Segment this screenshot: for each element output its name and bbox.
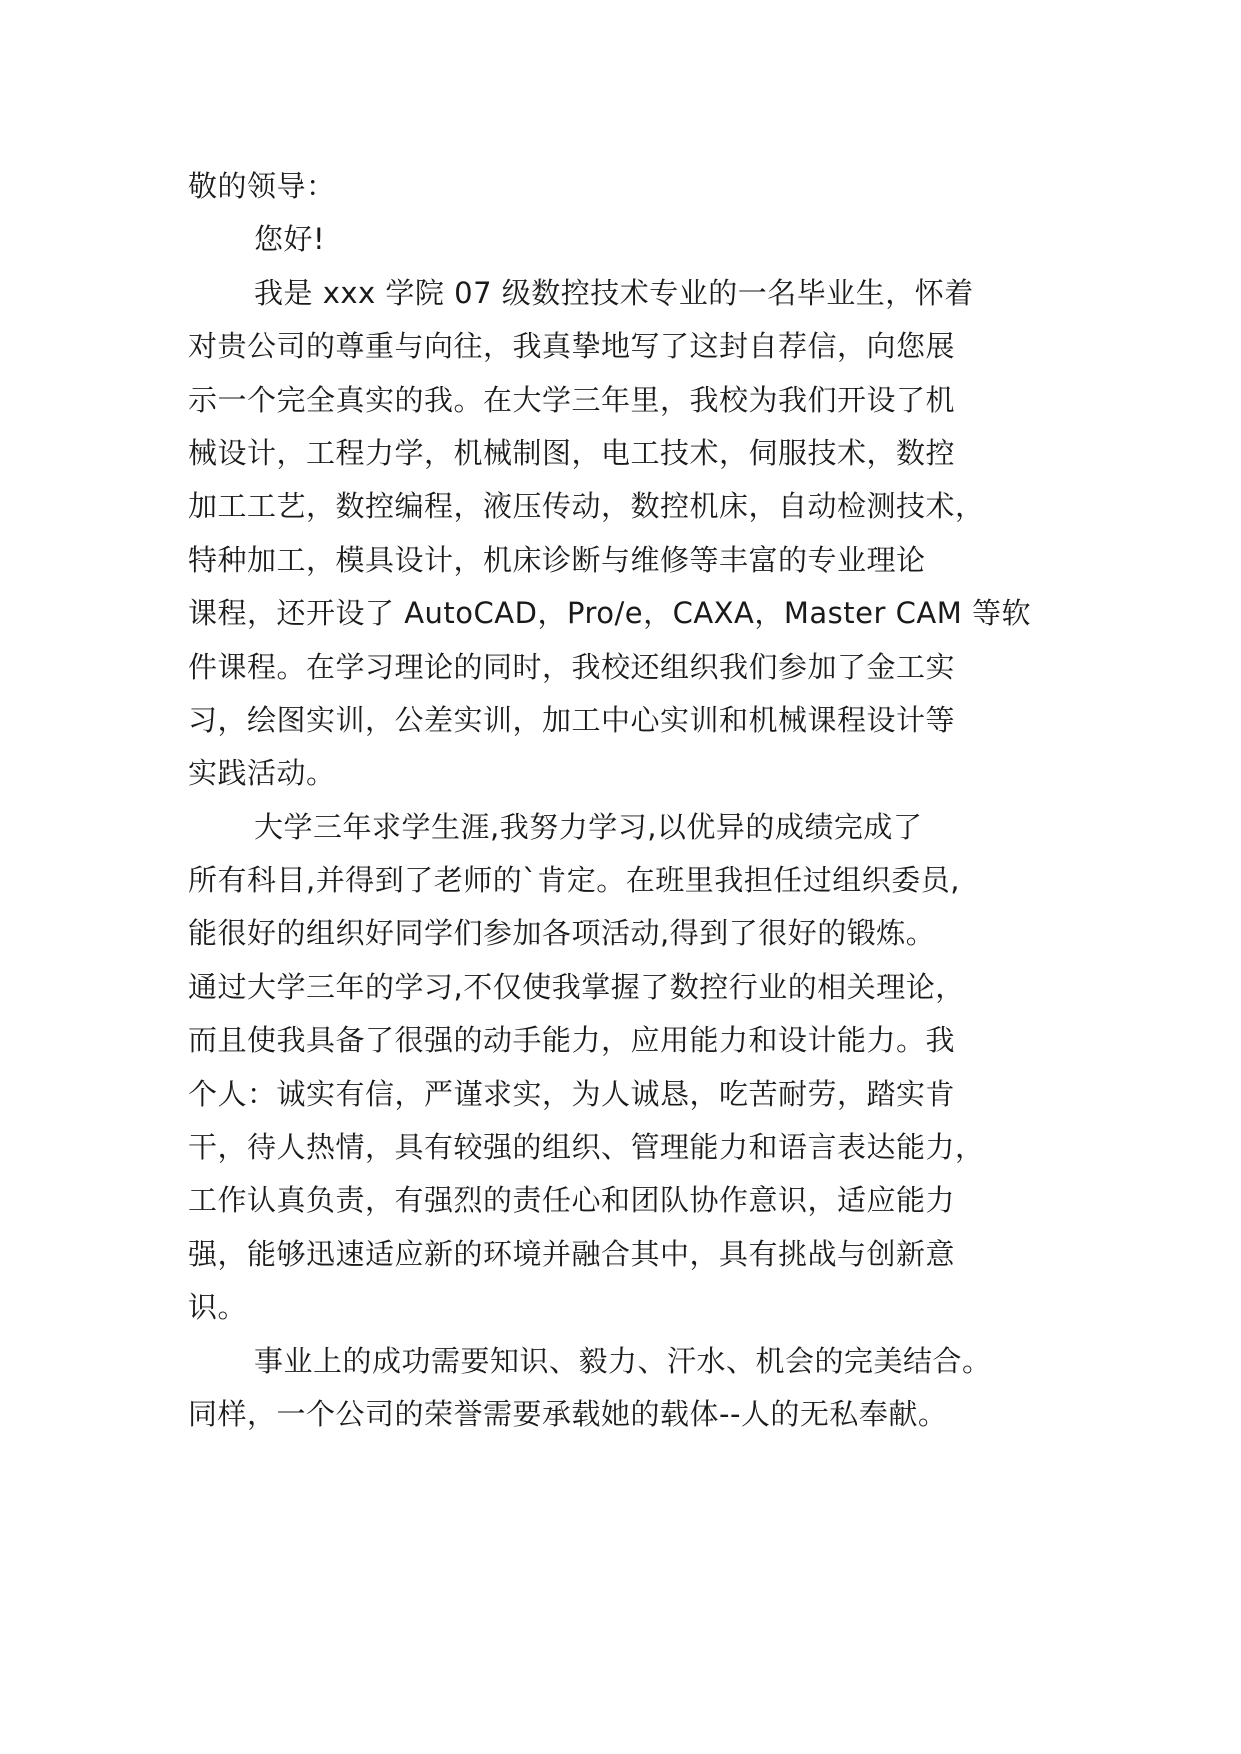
paragraph-3-line-2: 同样，一个公司的荣誉需要承载她的载体--人的无私奉献。 bbox=[188, 1396, 948, 1431]
paragraph-2-line-5: 而且使我具备了很强的动手能力，应用能力和设计能力。我 bbox=[188, 1023, 956, 1058]
paragraph-2-line-3: 能很好的组织好同学们参加各项活动,得到了很好的锻炼。 bbox=[188, 916, 936, 951]
paragraph-1-line-7: 课程，还开设了 AutoCAD，Pro/e，CAXA，Master CAM 等软 bbox=[188, 596, 1031, 631]
paragraph-3-line-1: 事业上的成功需要知识、毅力、汗水、机会的完美结合。 bbox=[254, 1343, 992, 1378]
paragraph-2-line-8: 工作认真负责，有强烈的责任心和团队协作意识，适应能力 bbox=[188, 1183, 956, 1218]
paragraph-1-line-2: 对贵公司的尊重与向往，我真挚地写了这封自荐信，向您展 bbox=[188, 329, 956, 364]
paragraph-1-line-5: 加工工艺，数控编程，液压传动，数控机床，自动检测技术， bbox=[188, 489, 985, 524]
paragraph-2-line-2: 所有科目,并得到了老师的`肯定。在班里我担任过组织委员, bbox=[188, 863, 960, 898]
paragraph-2-line-4: 通过大学三年的学习,不仅使我掌握了数控行业的相关理论， bbox=[188, 969, 965, 1004]
paragraph-2-line-1: 大学三年求学生涯,我努力学习,以优异的成绩完成了 bbox=[254, 809, 923, 844]
paragraph-1-line-3: 示一个完全真实的我。在大学三年里，我校为我们开设了机 bbox=[188, 382, 956, 417]
paragraph-1-line-4: 械设计，工程力学，机械制图，电工技术，伺服技术，数控 bbox=[188, 435, 956, 470]
salutation: 您好! bbox=[254, 222, 326, 257]
paragraph-1-line-8: 件课程。在学习理论的同时，我校还组织我们参加了金工实 bbox=[188, 649, 956, 684]
paragraph-2-line-7: 干，待人热情，具有较强的组织、管理能力和语言表达能力， bbox=[188, 1130, 985, 1165]
paragraph-1-line-6: 特种加工，模具设计，机床诊断与维修等丰富的专业理论 bbox=[188, 542, 926, 577]
paragraph-1-line-1: 我是 xxx 学院 07 级数控技术专业的一名毕业生，怀着 bbox=[254, 275, 974, 310]
paragraph-2-line-10: 识。 bbox=[188, 1290, 248, 1325]
paragraph-1-line-9: 习，绘图实训，公差实训，加工中心实训和机械课程设计等 bbox=[188, 702, 956, 737]
paragraph-2-line-9: 强，能够迅速适应新的环境并融合其中，具有挑战与创新意 bbox=[188, 1236, 956, 1271]
greeting: 敬的领导： bbox=[188, 169, 336, 203]
paragraph-2-line-6: 个人：诚实有信，严谨求实，为人诚恳，吃苦耐劳，踏实肯 bbox=[188, 1076, 956, 1111]
paragraph-1-line-10: 实践活动。 bbox=[188, 756, 336, 791]
letter-body bbox=[188, 160, 1068, 1441]
